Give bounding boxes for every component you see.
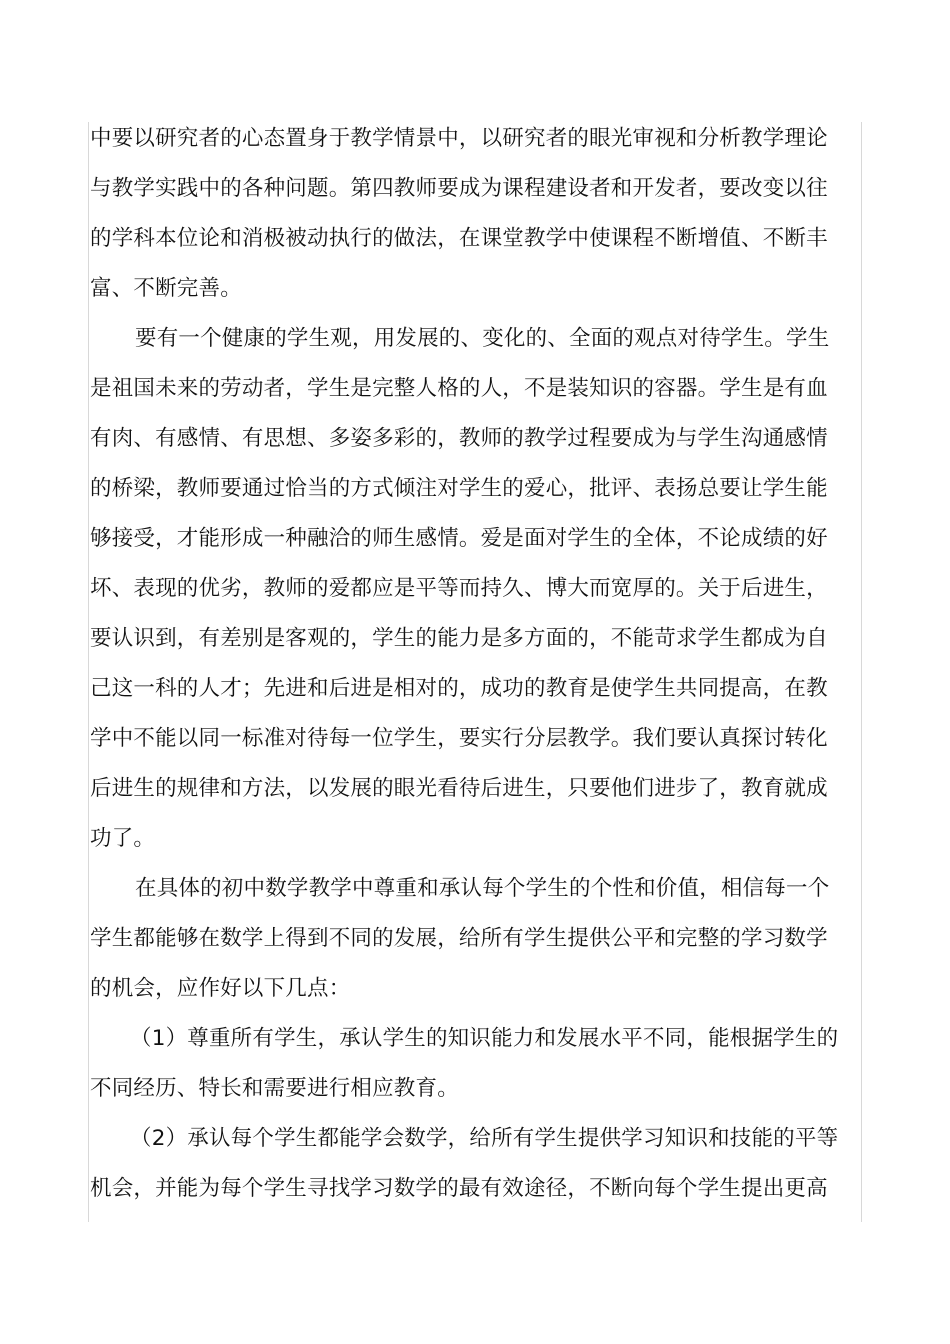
text-line: 不同经历、特长和需要进行相应教育。 [90, 1076, 459, 1101]
text-line: 功了。 [90, 826, 156, 851]
text-line: 机会，并能为每个学生寻找学习数学的最有效途径，不断向每个学生提出更高 [90, 1176, 828, 1201]
list-item-2-first-line: （2）承认每个学生都能学会数学，给所有学生提供学习知识和技能的平等 [130, 1126, 839, 1151]
paragraph-first-line: 在具体的初中数学教学中尊重和承认每个学生的个性和价值，相信每一个 [135, 876, 830, 901]
page-right-border [861, 122, 862, 1222]
text-line: 坏、表现的优劣，教师的爱都应是平等而持久、博大而宽厚的。关于后进生， [90, 576, 828, 601]
text-line: 与教学实践中的各种问题。第四教师要成为课程建设者和开发者，要改变以往 [90, 176, 828, 201]
text-line: 够接受，才能形成一种融洽的师生感情。爱是面对学生的全体，不论成绩的好 [90, 526, 828, 551]
text-line: 要认识到，有差别是客观的，学生的能力是多方面的，不能苛求学生都成为自 [90, 626, 828, 651]
text-line: 学生都能够在数学上得到不同的发展，给所有学生提供公平和完整的学习数学 [90, 926, 828, 951]
paragraph-first-line: 要有一个健康的学生观，用发展的、变化的、全面的观点对待学生。学生 [135, 326, 830, 351]
text-line: 的学科本位论和消极被动执行的做法，在课堂教学中使课程不断增值、不断丰 [90, 226, 828, 251]
text-line: 富、不断完善。 [90, 276, 242, 301]
text-line: 中要以研究者的心态置身于教学情景中，以研究者的眼光审视和分析教学理论 [90, 126, 828, 151]
text-line: 有肉、有感情、有思想、多姿多彩的，教师的教学过程要成为与学生沟通感情 [90, 426, 828, 451]
text-line: 的桥梁，教师要通过恰当的方式倾注对学生的爱心，批评、表扬总要让学生能 [90, 476, 828, 501]
text-line: 的机会，应作好以下几点： [90, 976, 351, 1001]
text-line: 后进生的规律和方法，以发展的眼光看待后进生，只要他们进步了，教育就成 [90, 776, 828, 801]
text-line: 己这一科的人才；先进和后进是相对的，成功的教育是使学生共同提高，在教 [90, 676, 828, 701]
text-line: 学中不能以同一标准对待每一位学生，要实行分层教学。我们要认真探讨转化 [90, 726, 828, 751]
list-item-1-first-line: （1）尊重所有学生，承认学生的知识能力和发展水平不同，能根据学生的 [130, 1026, 839, 1051]
text-line: 是祖国未来的劳动者，学生是完整人格的人，不是装知识的容器。学生是有血 [90, 376, 828, 401]
page-left-border [88, 122, 89, 1222]
